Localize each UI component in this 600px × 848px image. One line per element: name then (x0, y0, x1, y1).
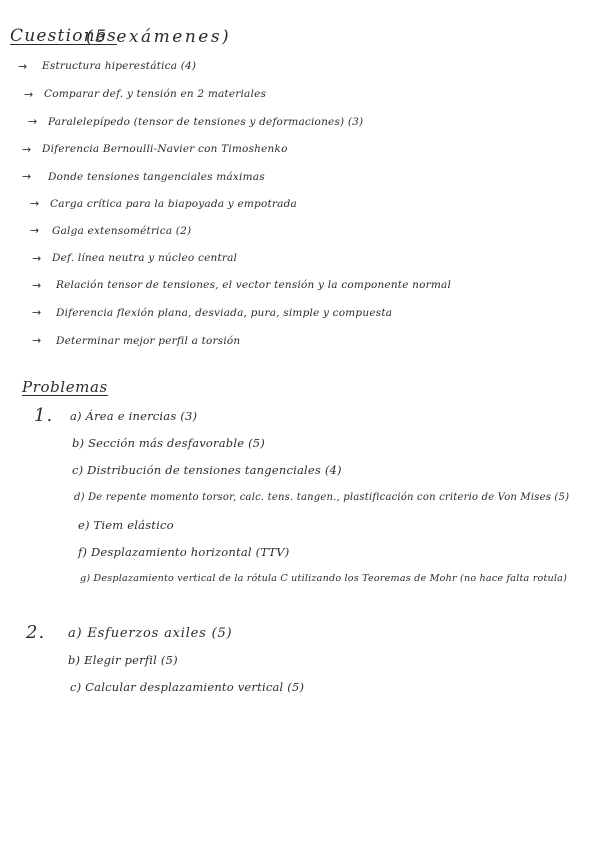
cuestion-item: Relación tensor de tensiones, el vector tensión y la componente normal (56, 279, 452, 291)
cuestion-item: Galga extensométrica (2) (52, 225, 192, 237)
problemas-title: Problemas (22, 378, 108, 396)
arrow-icon: → (30, 224, 40, 237)
cuestion-item: Paralelepípedo (tensor de tensiones y deformaciones) (3) (48, 116, 364, 128)
arrow-icon: → (32, 279, 42, 292)
problem-item: a) Área e inercias (3) (70, 409, 198, 423)
arrow-icon: → (18, 60, 28, 73)
arrow-icon: → (24, 88, 34, 101)
cuestion-item: Diferencia flexión plana, desviada, pura, simple y compuesta (56, 307, 393, 319)
problem-item: e) Tiem elástico (78, 518, 174, 532)
cuestiones-title: Cuestiones (10, 26, 117, 46)
cuestiones-subtitle: (5 exámenes) (86, 27, 232, 47)
cuestion-item: Estructura hiperestática (4) (42, 60, 197, 72)
cuestion-item: Comparar def. y tensión en 2 materiales (44, 88, 267, 100)
cuestion-item: Determinar mejor perfil a torsión (56, 335, 241, 347)
problem-number: 2. (26, 622, 46, 643)
problem-item: a) Esfuerzos axiles (5) (68, 626, 233, 641)
arrow-icon: → (32, 306, 42, 319)
arrow-icon: → (32, 252, 42, 265)
arrow-icon: → (30, 197, 40, 210)
problem-item: c) Calcular desplazamiento vertical (5) (70, 680, 305, 694)
arrow-icon: → (22, 143, 32, 156)
problem-item: f) Desplazamiento horizontal (TTV) (78, 545, 290, 559)
problem-item: c) Distribución de tensiones tangenciales (4) (72, 463, 342, 477)
problem-item: d) De repente momento torsor, calc. tens. tangen., plastificación con criterio de Von Mises (5) (74, 492, 570, 503)
cuestion-item: Def. línea neutra y núcleo central (52, 252, 238, 264)
cuestion-item: Diferencia Bernoulli-Navier con Timoshenko (42, 143, 288, 155)
problem-item: b) Sección más desfavorable (5) (72, 436, 265, 450)
cuestion-item: Donde tensiones tangenciales máximas (48, 171, 265, 183)
arrow-icon: → (22, 170, 32, 183)
arrow-icon: → (32, 334, 42, 347)
problem-number: 1. (34, 405, 54, 426)
problem-item: g) Desplazamiento vertical de la rótula C utilizando los Teoremas de Mohr (no hace falta rotula) (80, 573, 568, 584)
problem-item: b) Elegir perfil (5) (68, 653, 178, 667)
arrow-icon: → (28, 115, 38, 128)
cuestion-item: Carga crítica para la biapoyada y empotrada (50, 198, 297, 210)
